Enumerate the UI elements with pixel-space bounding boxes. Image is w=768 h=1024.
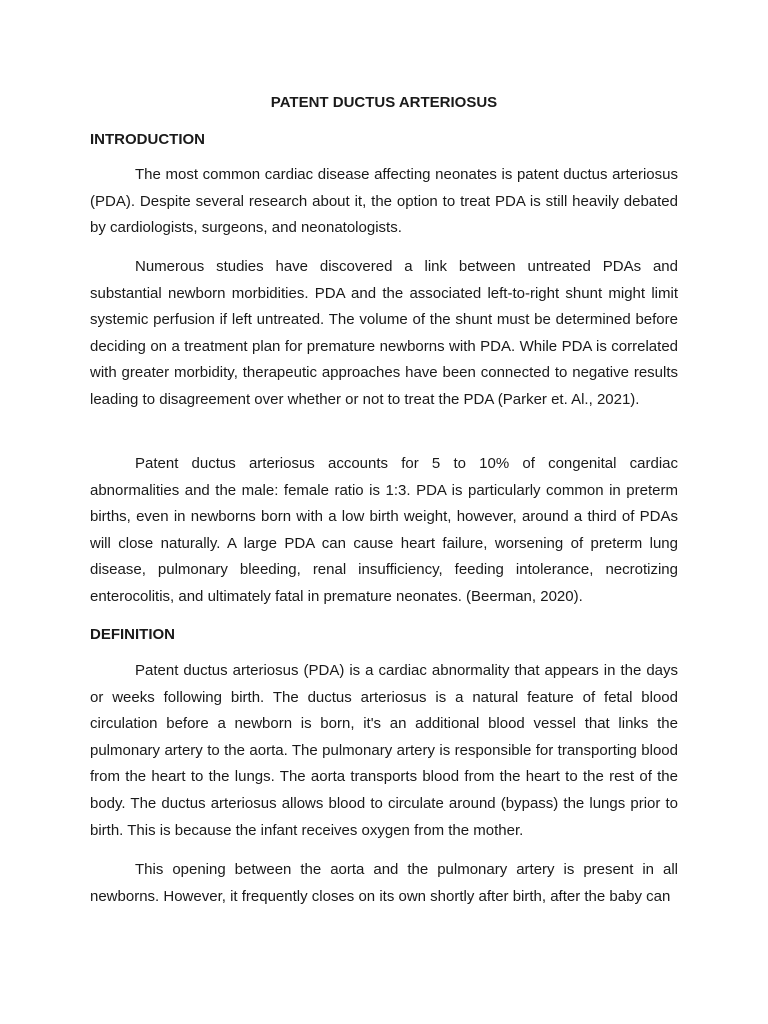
definition-paragraph-1: Patent ductus arteriosus (PDA) is a cardiac abnormality that appears in the days or weeks following birth. The ductus arteriosus is a natural feature of fetal blood circulation before a newborn is born, it's an additional blood vessel that links the pulmonary artery to the aorta. The pulmonary artery is responsible for transporting blood from the heart to the lungs. The aorta transports blood from the heart to the rest of the body. The ductus arteriosus allows blood to circulate around (bypass) the lungs prior to birth. This is because the infant receives oxygen from the mother. [90, 662, 678, 839]
document-title: PATENT DUCTUS ARTERIOSUS [270, 94, 498, 111]
intro-paragraph-3: Patent ductus arteriosus accounts for 5 to 10% of congenital cardiac abnormalities and the male: female ratio is 1:3. PDA is particularly common in preterm births, even in newborns born with a low birth weight, however, around a third of PDAs will close naturally. A large PDA can cause heart failure, worsening of preterm lung disease, pulmonary bleeding, renal insufficiency, feeding intolerance, necrotizing enterocolitis, and ultimately fatal in premature neonates. (Beerman, 2020). [90, 455, 678, 605]
intro-paragraph-1: The most common cardiac disease affecting neonates is patent ductus arteriosus (PDA). Despite several research about it, the option to treat PDA is still heavily debated by cardiologists, surgeons, and neonatologists. [90, 166, 678, 237]
section-heading-definition: DEFINITION [90, 626, 175, 643]
section-heading-introduction: INTRODUCTION [90, 131, 205, 148]
definition-paragraph-2: This opening between the aorta and the pulmonary artery is present in all newborns. However, it frequently closes on its own shortly after birth, after the baby can [90, 861, 678, 905]
intro-paragraph-2: Numerous studies have discovered a link between untreated PDAs and substantial newborn morbidities. PDA and the associated left-to-right shunt might limit systemic perfusion if left untreated. The volume of the shunt must be determined before deciding on a treatment plan for premature newborns with PDA. While PDA is correlated with greater morbidity, therapeutic approaches have been connected to negative results leading to disagreement over whether or not to treat the PDA (Parker et. Al., 2021). [90, 258, 678, 408]
